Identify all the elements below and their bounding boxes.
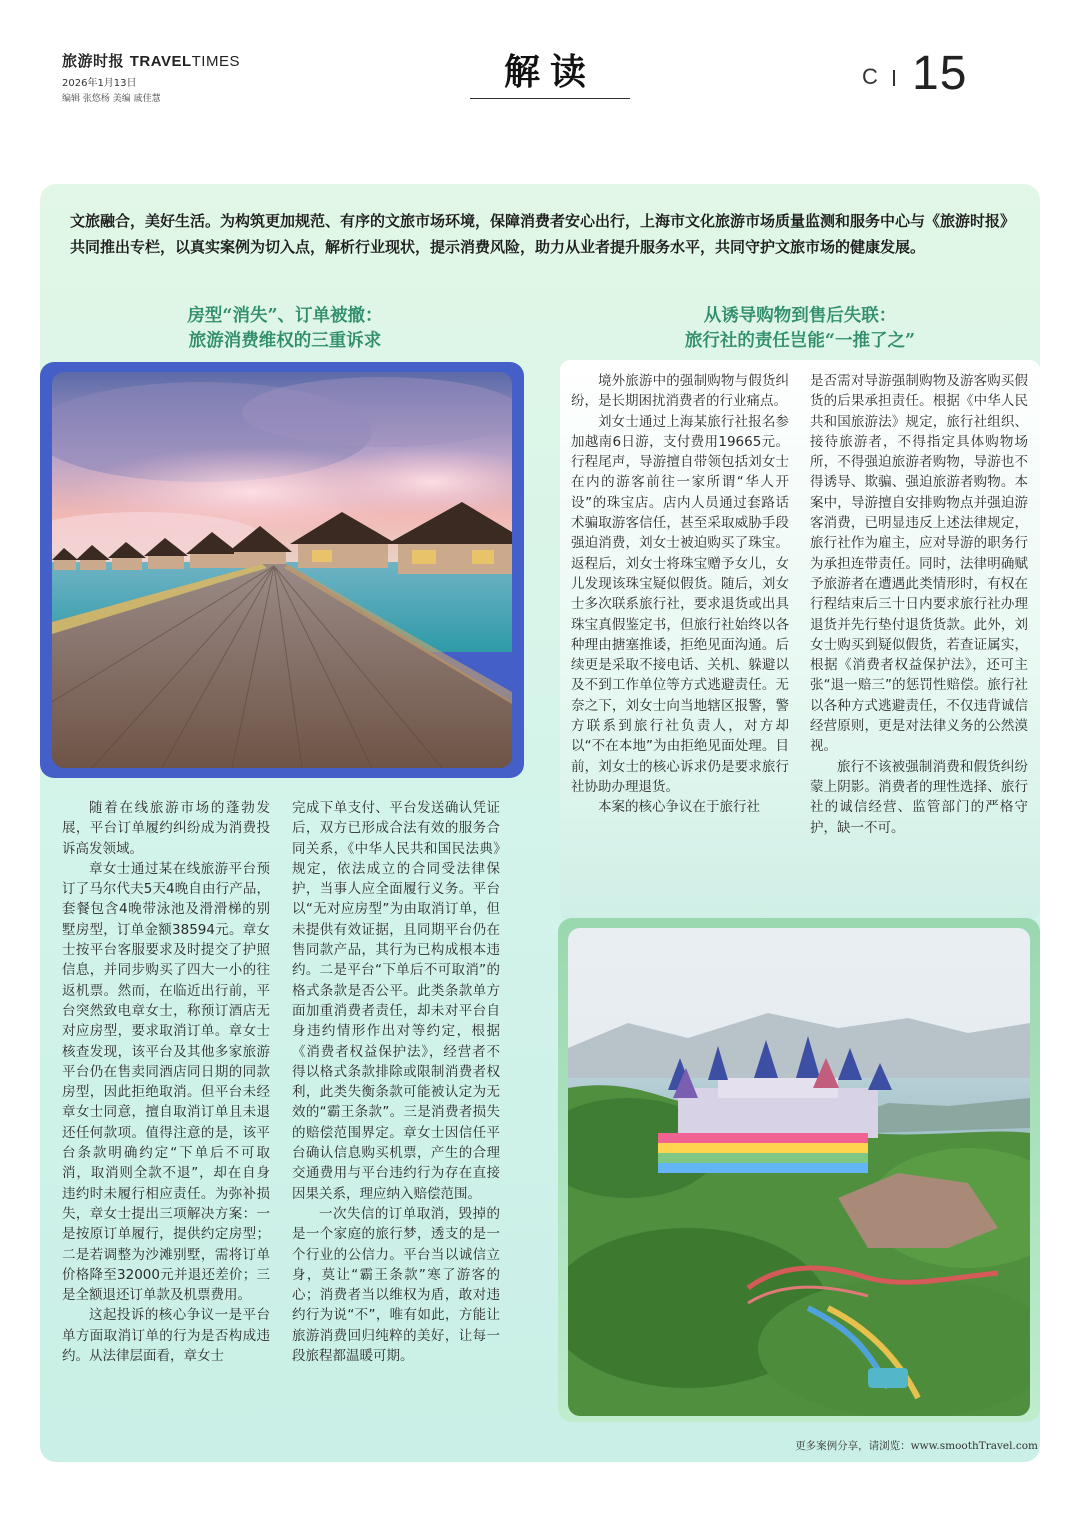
paragraph: 一次失信的订单取消，毁掉的是一个家庭的旅行梦，透支的是一个行业的公信力。平台当以诚信立身，莫让“霸王条款”寒了游客的心；消费者当以维权为盾，敢对违约行为说“不”，唯有如此，方能让旅游消费回归纯粹的美好，让每一段旅程都温暖可期。 xyxy=(292,1205,500,1365)
paper-name-cn: 旅游时报 xyxy=(62,52,125,70)
right-headline-line1: 从诱导购物到售后失联： xyxy=(703,306,897,326)
left-headline-line1: 房型“消失”、订单被撤： xyxy=(187,306,383,326)
masthead xyxy=(62,50,322,104)
editors-credit: 编辑 张悠杨 美编 戚佳慧 xyxy=(62,94,161,104)
page-number: 15 xyxy=(912,47,968,100)
column-introduction: 文旅融合，美好生活。为构筑更加规范、有序的文旅市场环境，保障消费者安心出行，上海市文化旅游市场质量监测和服务中心与《旅游时报》共同推出专栏，以真实案例为切入点，解析行业现状，提示消费风险，助力从业者提升服务水平，共同守护文旅市场的健康发展。 xyxy=(70,212,1008,256)
paragraph: 这起投诉的核心争议一是平台单方面取消订单的行为是否构成违约。从法律层面看，章女士 xyxy=(62,1307,270,1365)
paragraph: 境外旅游中的强制购物与假货纠纷，是长期困扰消费者的行业痛点。 xyxy=(571,373,789,410)
paragraph: 随着在线旅游市场的蓬勃发展，平台订单履约纠纷成为消费投诉高发领域。 xyxy=(62,800,270,857)
paragraph: 完成下单支付、平台发送确认凭证后，双方已形成合法有效的服务合同关系，《中华人民共和国民法典》规定，依法成立的合同受法律保护，当事人应全面履行义务。平台以“无对应房型”为由取消订单，但未提供有效证据，且同期平台仍在售同款产品，其行为已构成根本违约。二是平台“下单后不可取消”的格式条款是否公平。此类条款单方面加重消费者责任，却未对平台自身违约情形作出对等约定，根据《消费者权益保护法》，经营者不得以格式条款排除或限制消费者权利，此类失衡条款可能被认定为无效的“霸王条款”。三是消费者损失的赔偿范围界定。章女士因信任平台确认信息购买机票，产生的合理交通费用与平台违约行为存在直接因果关系，理应纳入赔偿范围。 xyxy=(292,800,500,1202)
section-title: 解读 xyxy=(503,51,596,93)
right-article-column-2 xyxy=(810,371,1028,838)
right-article-column-1 xyxy=(571,371,789,818)
left-headline-line2: 旅游消费维权的三重诉求 xyxy=(188,331,382,351)
issue-date: 2026年1月13日 xyxy=(62,78,137,89)
paragraph: 章女士通过某在线旅游平台预订了马尔代夫5天4晚自由行产品，套餐包含4晚带泳池及滑滑梯的别墅房型，订单金额38594元。章女士按平台客服要求及时提交了护照信息，并同步购买了四大一小的往返机票。然而，在临近出行前，平台突然致电章女士，称预订酒店无对应房型，要求取消订单。章女士核查发现，该平台及其他多家旅游平台仍在售卖同酒店同日期的同款房型，因此拒绝取消。但平台未经章女士同意，擅自取消订单且未退还任何款项。值得注意的是，该平台条款明确约定“下单后不可取消，取消则全款不退”，却在自身违约时未履行相应责任。为弥补损失，章女士提出三项解决方案：一是按原订单履行，提供约定房型；二是若调整为沙滩别墅，需将订单价格降至32000元并退还差价；三是全额退还订单款及机票费用。 xyxy=(62,860,270,1304)
footer-website-note: 更多案例分享，请浏览：www.smoothTravel.com xyxy=(795,1440,1038,1452)
paper-name-en-bold: TRAVEL xyxy=(129,53,192,70)
paper-name xyxy=(62,50,322,71)
page-number-divider xyxy=(893,70,895,86)
island-amusement-park-photo xyxy=(568,928,1030,1416)
right-article-headline xyxy=(640,304,960,354)
paper-name-en-light: TIMES xyxy=(191,53,240,70)
left-article-column-2 xyxy=(292,798,500,1366)
maldives-water-villa-photo xyxy=(52,372,512,768)
left-article-column-1 xyxy=(62,798,270,1366)
right-headline-line2: 旅行社的责任岂能“一推了之” xyxy=(684,331,916,351)
paragraph: 是否需对导游强制购物及游客购买假货的后果承担责任。根据《中华人民共和国旅游法》规定，旅行社组织、接待旅游者，不得指定具体购物场所，不得强迫旅游者购物，导游也不得诱导、欺骗、强迫旅游者购物。本案中，导游擅自安排购物点并强迫游客消费，已明显违反上述法律规定，旅行社作为雇主，应对导游的职务行为承担连带责任。同时，法律明确赋予旅游者在遭遇此类情形时，有权在行程结束后三十日内要求旅行社办理退货并先行垫付退货货款。此外，刘女士购买到疑似假货，若查证属实，根据《消费者权益保护法》，还可主张“退一赔三”的惩罚性赔偿。旅行社以各种方式逃避责任，不仅违背诚信经营原则，更是对法律义务的公然漠视。 xyxy=(810,373,1028,755)
paragraph: 刘女士通过上海某旅行社报名参加越南6日游，支付费用19665元。行程尾声，导游擅自带领包括刘女士在内的游客前往一家所谓“华人开设”的珠宝店。店内人员通过套路话术骗取游客信任，甚至采取威胁手段强迫消费，刘女士被迫购买了珠宝。返程后，刘女士将珠宝赠予女儿，女儿发现该珠宝疑似假货。随后，刘女士多次联系旅行社，要求退货或出具珠宝真假鉴定书，但旅行社始终以各种理由搪塞推诿，拒绝见面沟通。后续更是采取不接电话、关机、躲避以及不到工作单位等方式逃避责任。无奈之下，刘女士向当地辖区报警，警方联系到旅行社负责人，对方却以“不在本地”为由拒绝见面处理。目前，刘女士的核心诉求仍是要求旅行社协助办理退货。 xyxy=(571,413,789,795)
page-section-letter: C xyxy=(862,64,878,89)
paragraph: 本案的核心争议在于旅行社 xyxy=(598,799,760,816)
left-article-headline xyxy=(140,304,430,354)
section-title-underline xyxy=(470,98,630,99)
paragraph: 旅行不该被强制消费和假货纠纷蒙上阴影。消费者的理性选择、旅行社的诚信经营、监管部门的严格守护，缺一不可。 xyxy=(810,758,1028,836)
